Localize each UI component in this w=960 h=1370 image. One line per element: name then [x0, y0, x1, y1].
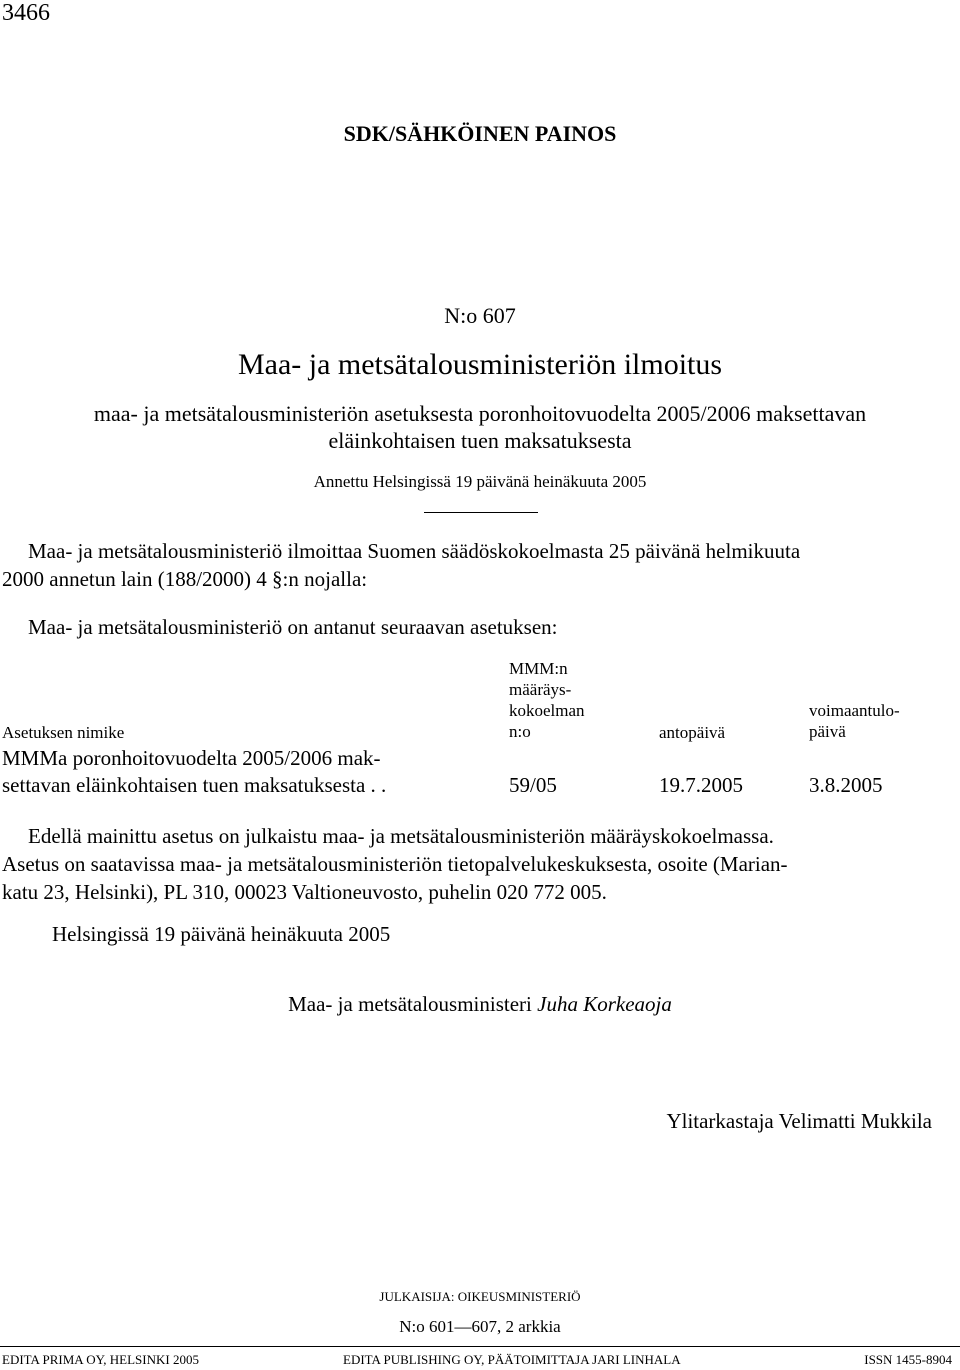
series-heading: SDK/SÄHKÖINEN PAINOS	[343, 121, 617, 146]
footer-issn: ISSN 1455-8904	[864, 1352, 952, 1367]
minister-title: Maa- ja metsätalousministeri	[288, 992, 532, 1016]
notice-number: N:o 607	[444, 303, 516, 328]
subtitle-line-1: maa- ja metsätalousministeriön asetuksesta poronhoitovuodelta 2005/2006 maksettavan	[93, 401, 867, 426]
row-title-line-1: MMMa poronhoitovuodelta 2005/2006 mak-	[2, 746, 381, 770]
issue-line: N:o 601—607, 2 arkkia	[399, 1317, 561, 1336]
header-regulation-title: Asetuksen nimike	[2, 723, 125, 742]
availability-paragraph	[0, 822, 960, 906]
header-number-line-4: n:o	[509, 722, 531, 741]
table-row-number: 59/05	[509, 773, 557, 797]
footer-publishing: EDITA PUBLISHING OY, PÄÄTOIMITTAJA JARI LINHALA	[343, 1352, 681, 1367]
table-row-issue-date: 19.7.2005	[659, 773, 743, 797]
intro-line-1: Maa- ja metsätalousministeriö ilmoittaa Suomen säädöskokoelmasta 25 päivänä helmikuuta	[28, 539, 801, 563]
minister-name: Juha Korkeaoja	[537, 992, 672, 1016]
header-issue-date: antopäivä	[659, 723, 726, 742]
availability-line-1: Edellä mainittu asetus on julkaistu maa- ja metsätalousministeriön määräyskokoelmassa.	[28, 824, 774, 848]
minister-signature	[0, 992, 960, 1017]
intro-paragraph	[0, 537, 960, 593]
header-number-line-1: MMM:n	[509, 659, 568, 678]
availability-line-3: katu 23, Helsinki), PL 310, 00023 Valtioneuvosto, puhelin 020 772 005.	[2, 880, 607, 904]
header-number-line-2: määräys-	[509, 680, 572, 699]
page-number: 3466	[2, 0, 50, 26]
given-date: Annettu Helsingissä 19 päivänä heinäkuuta 2005	[313, 472, 647, 491]
publisher-line: JULKAISIJA: OIKEUSMINISTERIÖ	[379, 1289, 581, 1304]
availability-line-2: Asetus on saatavissa maa- ja metsätalousministeriön tietopalvelukeskuksesta, osoite (Marian-	[2, 852, 788, 876]
footer-divider	[0, 1346, 960, 1347]
header-effective-date	[809, 700, 900, 742]
header-regulation-number	[509, 658, 585, 742]
row-title-line-2: settavan eläinkohtaisen tuen maksatuksesta . .	[2, 773, 387, 797]
table-row-effective-date: 3.8.2005	[809, 773, 883, 797]
official-signature: Ylitarkastaja Velimatti Mukkila	[666, 1109, 932, 1133]
table-row-title	[2, 745, 386, 799]
header-effective-line-1: voimaantulo-	[809, 701, 900, 720]
issued-paragraph: Maa- ja metsätalousministeriö on antanut seuraavan asetuksen:	[28, 615, 558, 639]
footer-printer: EDITA PRIMA OY, HELSINKI 2005	[2, 1352, 199, 1367]
notice-subtitle	[0, 400, 960, 454]
intro-line-2: 2000 annetun lain (188/2000) 4 §:n nojalla:	[2, 567, 368, 591]
notice-title: Maa- ja metsätalousministeriön ilmoitus	[237, 348, 723, 381]
title-divider	[424, 512, 538, 513]
signing-place-date: Helsingissä 19 päivänä heinäkuuta 2005	[52, 922, 391, 946]
header-number-line-3: kokoelman	[509, 701, 585, 720]
subtitle-line-2: eläinkohtaisen tuen maksatuksesta	[328, 428, 632, 453]
header-effective-line-2: päivä	[809, 722, 846, 741]
